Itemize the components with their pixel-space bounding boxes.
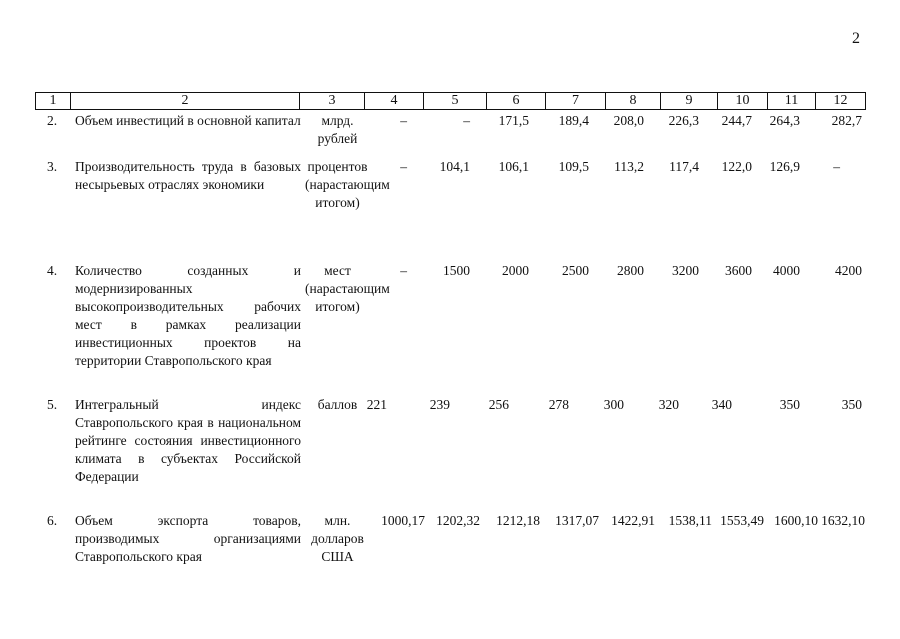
row-number: 5. [47,397,58,412]
value-cell: 3600 [725,263,752,278]
indicator-name: Производительность труда в базовых несырьевых отраслях экономики [75,159,301,192]
value-cell: 2500 [562,263,589,278]
value-cell: 109,5 [558,159,589,174]
value-cell: 350 [841,397,862,412]
header-cell: 1 [36,93,71,110]
row-number: 6. [47,513,58,528]
value-cell: 2000 [502,263,529,278]
row-number: 4. [47,263,58,278]
value-cell: 1538,11 [668,513,712,528]
value-cell: 350 [779,397,800,412]
header-cell: 2 [71,93,300,110]
value-cell: 1212,18 [496,513,540,528]
value-cell: 2800 [617,263,644,278]
header-cell: 7 [546,93,606,110]
value-cell: 320 [658,397,679,412]
value-cell: 122,0 [721,159,752,174]
value-cell: 221 [366,397,387,412]
value-cell: 4000 [773,263,800,278]
row-number: 3. [47,159,58,174]
value-cell: 106,1 [498,159,529,174]
indicator-unit: баллов [317,397,358,412]
value-cell: – [400,113,407,128]
value-cell: 113,2 [614,159,644,174]
indicator-name: Интегральный индекс Ставропольского края в национальном рейтинге состояния инвестиционного климата в субъектах Российской Федерации [75,397,301,484]
value-cell: 226,3 [668,113,699,128]
value-cell: 4200 [835,263,862,278]
value-cell: 340 [711,397,732,412]
value-cell: 264,3 [769,113,800,128]
page-number: 2 [852,30,860,47]
header-cell: 11 [768,93,816,110]
header-cell: 4 [365,93,424,110]
value-cell: 239 [429,397,450,412]
value-cell: 126,9 [769,159,800,174]
header-cell: 9 [661,93,718,110]
value-cell: 256 [488,397,509,412]
indicator-name: Объем экспорта товаров, производимых организациями Ставропольского края [75,513,301,564]
table-header [35,92,866,110]
value-cell: 1553,49 [720,513,764,528]
value-cell: 1422,91 [611,513,655,528]
header-cell: 6 [487,93,546,110]
value-cell: – [833,159,840,174]
header-cell: 5 [424,93,487,110]
indicator-unit: мест (нарастающим итогом) [305,263,390,314]
indicator-name: Объем инвестиций в основной капитал [75,113,301,128]
value-cell: 278 [548,397,569,412]
header-cell: 12 [816,93,866,110]
value-cell: 1202,32 [436,513,480,528]
indicator-unit: млрд. рублей [317,113,358,146]
indicator-name: Количество созданных и модернизированных высокопроизводительных рабочих мест в рамках реализации инвестиционных проектов на территории Ставропольского края [75,263,301,368]
value-cell: 3200 [672,263,699,278]
indicator-unit: млн. долларов США [311,513,364,564]
value-cell: 104,1 [439,159,470,174]
header-cell: 10 [718,93,768,110]
value-cell: 282,7 [831,113,862,128]
value-cell: 1317,07 [555,513,599,528]
value-cell: 117,4 [669,159,699,174]
value-cell: 1600,10 [774,513,818,528]
value-cell: 1632,10 [821,513,865,528]
value-cell: 1000,17 [381,513,425,528]
value-cell: 244,7 [721,113,752,128]
value-cell: 1500 [443,263,470,278]
value-cell: – [400,263,407,278]
value-cell: 171,5 [498,113,529,128]
value-cell: – [463,113,470,128]
header-cell: 3 [300,93,365,110]
value-cell: – [400,159,407,174]
value-cell: 300 [603,397,624,412]
value-cell: 208,0 [613,113,644,128]
row-number: 2. [47,113,58,128]
value-cell: 189,4 [558,113,589,128]
indicator-unit: процентов (нарастающим итогом) [305,159,390,210]
header-cell: 8 [606,93,661,110]
